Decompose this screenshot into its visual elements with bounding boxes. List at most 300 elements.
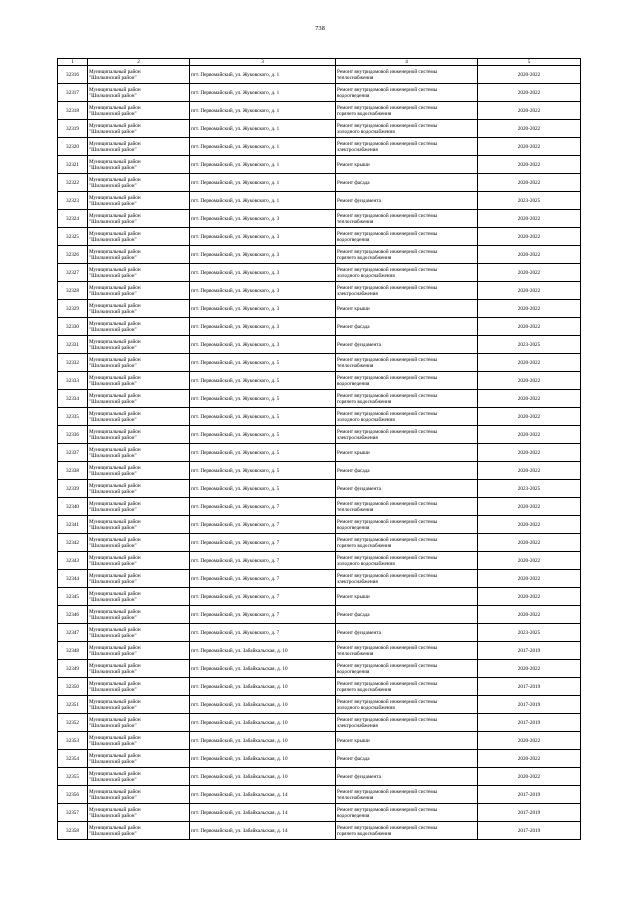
work-type-line-1: Ремонт внутридомовой инженерной системы [337,518,438,525]
municipality-cell [88,246,190,264]
work-type-line-2: горячего водоснабжения [337,542,392,549]
work-type-line-1: Ремонт внутридомовой инженерной системы [337,500,438,507]
work-type-line-1: Ремонт фасада [337,179,370,186]
municipality-line-1: Муниципальный район [89,140,141,147]
work-type-cell [336,228,478,246]
period-cell: 2020-2022 [478,210,581,228]
work-type-line-1: Ремонт внутридомовой инженерной системы [337,572,438,579]
period-cell: 2020-2022 [478,246,581,264]
period-cell: 2020-2022 [478,390,581,408]
work-type-line-2: водоотведения [337,668,370,675]
address-cell: пгт. Первомайский, ул. Жуковского, д. 3 [190,228,336,246]
work-type-cell [336,462,478,480]
work-type-line-1: Ремонт внутридомовой инженерной системы [337,644,438,651]
address-cell: пгт. Первомайский, ул. Жуковского, д. 5 [190,354,336,372]
work-type-line-2: электроснабжения [337,146,378,153]
row-number: 32352 [58,714,88,732]
work-type-line-2: электроснабжения [337,434,378,441]
municipality-cell [88,480,190,498]
municipality-line-1: Муниципальный район [89,230,141,237]
address-cell: пгт. Первомайский, ул. Жуковского, д. 1 [190,66,336,84]
municipality-line-1: Муниципальный район [89,752,141,759]
row-number: 32333 [58,372,88,390]
municipality-line-2: "Шилкинский район" [89,128,137,135]
municipality-line-1: Муниципальный район [89,68,141,75]
period-cell: 2020-2022 [478,426,581,444]
work-type-line-2: холодного водоснабжения [337,416,395,423]
municipality-line-2: "Шилкинский район" [89,308,137,315]
row-number: 32316 [58,66,88,84]
work-type-cell [336,642,478,660]
period-cell: 2020-2022 [478,444,581,462]
work-type-cell [336,300,478,318]
work-type-line-2: холодного водоснабжения [337,272,395,279]
period-cell: 2020-2022 [478,552,581,570]
period-cell: 2020-2022 [478,174,581,192]
address-cell: пгт. Первомайский, ул. Жуковского, д. 3 [190,318,336,336]
municipality-line-1: Муниципальный район [89,248,141,255]
table-row [58,534,581,552]
municipality-line-2: "Шилкинский район" [89,452,137,459]
table-row [58,174,581,192]
address-cell: пгт. Первомайский, ул. Забайкальская, д. 10 [190,660,336,678]
row-number: 32321 [58,156,88,174]
work-type-cell [336,390,478,408]
work-type-line-1: Ремонт внутридомовой инженерной системы [337,554,438,561]
work-type-cell [336,480,478,498]
period-cell: 2017-2019 [478,786,581,804]
municipality-cell [88,300,190,318]
address-cell: пгт. Первомайский, ул. Жуковского, д. 7 [190,624,336,642]
work-type-cell [336,714,478,732]
address-cell: пгт. Первомайский, ул. Жуковского, д. 1 [190,174,336,192]
municipality-line-2: "Шилкинский район" [89,830,137,837]
work-type-line-1: Ремонт внутридомовой инженерной системы [337,680,438,687]
municipality-line-2: "Шилкинский район" [89,542,137,549]
work-type-line-1: Ремонт внутридомовой инженерной системы [337,212,438,219]
address-cell: пгт. Первомайский, ул. Забайкальская, д. 10 [190,696,336,714]
address-cell: пгт. Первомайский, ул. Жуковского, д. 7 [190,498,336,516]
row-number: 32345 [58,588,88,606]
municipality-cell [88,138,190,156]
work-type-line-1: Ремонт внутридомовой инженерной системы [337,392,438,399]
municipality-line-2: "Шилкинский район" [89,578,137,585]
work-type-cell [336,696,478,714]
period-cell: 2017-2019 [478,642,581,660]
municipality-line-1: Муниципальный район [89,662,141,669]
row-number: 32351 [58,696,88,714]
municipality-line-2: "Шилкинский район" [89,416,137,423]
work-type-line-2: водоотведения [337,524,370,531]
table-row [58,336,581,354]
municipality-cell [88,174,190,192]
period-cell: 2020-2022 [478,732,581,750]
work-type-line-1: Ремонт фасада [337,467,370,474]
period-cell: 2020-2022 [478,462,581,480]
municipality-line-1: Муниципальный район [89,194,141,201]
row-number: 32339 [58,480,88,498]
municipality-cell [88,660,190,678]
municipality-line-2: "Шилкинский район" [89,686,137,693]
municipality-line-2: "Шилкинский район" [89,326,137,333]
municipality-cell [88,606,190,624]
work-type-cell [336,624,478,642]
table-row [58,498,581,516]
period-cell: 2020-2022 [478,300,581,318]
period-cell: 2017-2019 [478,696,581,714]
work-type-cell [336,822,478,840]
municipality-cell [88,588,190,606]
row-number: 32331 [58,336,88,354]
table-header-row [58,59,581,66]
period-cell: 2020-2022 [478,318,581,336]
row-number: 32341 [58,516,88,534]
row-number: 32335 [58,408,88,426]
table-row [58,750,581,768]
municipality-cell [88,318,190,336]
work-type-line-2: горячего водоснабжения [337,830,392,837]
work-type-cell [336,606,478,624]
row-number: 32318 [58,102,88,120]
row-number: 32325 [58,228,88,246]
row-number: 32347 [58,624,88,642]
work-type-cell [336,768,478,786]
municipality-line-2: "Шилкинский район" [89,488,137,495]
address-cell: пгт. Первомайский, ул. Жуковского, д. 3 [190,246,336,264]
table-row [58,390,581,408]
table-row [58,732,581,750]
municipality-cell [88,192,190,210]
municipality-cell [88,408,190,426]
work-type-cell [336,174,478,192]
row-number: 32356 [58,786,88,804]
municipality-cell [88,210,190,228]
municipality-line-1: Муниципальный район [89,518,141,525]
work-type-line-1: Ремонт внутридомовой инженерной системы [337,68,438,75]
work-type-line-1: Ремонт крыши [337,161,370,168]
period-cell: 2020-2022 [478,516,581,534]
municipality-line-2: "Шилкинский район" [89,560,137,567]
address-cell: пгт. Первомайский, ул. Жуковского, д. 7 [190,534,336,552]
table-row [58,156,581,174]
row-number: 32319 [58,120,88,138]
table-row [58,480,581,498]
municipality-line-1: Муниципальный район [89,374,141,381]
work-type-line-2: водоотведения [337,236,370,243]
municipality-cell [88,228,190,246]
municipality-line-1: Муниципальный район [89,158,141,165]
row-number: 32334 [58,390,88,408]
work-type-line-2: теплоснабжения [337,794,374,801]
table-row [58,66,581,84]
period-cell: 2020-2022 [478,102,581,120]
address-cell: пгт. Первомайский, ул. Забайкальская, д. 10 [190,714,336,732]
work-type-line-1: Ремонт фундамента [337,629,381,636]
municipality-line-1: Муниципальный район [89,788,141,795]
address-cell: пгт. Первомайский, ул. Жуковского, д. 3 [190,210,336,228]
municipality-line-2: "Шилкинский район" [89,74,137,81]
work-type-cell [336,246,478,264]
municipality-line-2: "Шилкинский район" [89,92,137,99]
work-type-line-1: Ремонт внутридомовой инженерной системы [337,536,438,543]
municipality-line-1: Муниципальный район [89,446,141,453]
work-type-line-1: Ремонт внутридомовой инженерной системы [337,248,438,255]
table-row [58,120,581,138]
work-type-cell [336,534,478,552]
municipality-line-2: "Шилкинский район" [89,164,137,171]
work-type-line-1: Ремонт фасада [337,323,370,330]
period-cell: 2020-2022 [478,570,581,588]
municipality-cell [88,84,190,102]
row-number: 32355 [58,768,88,786]
period-cell: 2023-2025 [478,624,581,642]
municipality-line-1: Муниципальный район [89,680,141,687]
municipality-cell [88,372,190,390]
work-type-cell [336,102,478,120]
address-cell: пгт. Первомайский, ул. Жуковского, д. 3 [190,264,336,282]
municipality-line-2: "Шилкинский район" [89,272,137,279]
period-cell: 2017-2019 [478,714,581,732]
municipality-cell [88,426,190,444]
municipality-line-1: Муниципальный район [89,212,141,219]
municipality-line-1: Муниципальный район [89,266,141,273]
municipality-line-1: Муниципальный район [89,104,141,111]
table-row [58,804,581,822]
table-row [58,282,581,300]
municipality-line-2: "Шилкинский район" [89,380,137,387]
municipality-line-2: "Шилкинский район" [89,434,137,441]
period-cell: 2020-2022 [478,750,581,768]
address-cell: пгт. Первомайский, ул. Жуковского, д. 5 [190,444,336,462]
municipality-cell [88,786,190,804]
period-cell: 2017-2019 [478,678,581,696]
work-type-cell [336,336,478,354]
municipality-line-2: "Шилкинский район" [89,812,137,819]
municipality-line-2: "Шилкинский район" [89,506,137,513]
municipality-line-2: "Шилкинский район" [89,596,137,603]
municipality-cell [88,156,190,174]
municipality-line-1: Муниципальный район [89,536,141,543]
work-type-line-1: Ремонт внутридомовой инженерной системы [337,698,438,705]
address-cell: пгт. Первомайский, ул. Жуковского, д. 5 [190,372,336,390]
address-cell: пгт. Первомайский, ул. Жуковского, д. 3 [190,336,336,354]
table-row [58,606,581,624]
municipality-line-1: Муниципальный район [89,608,141,615]
municipality-line-1: Муниципальный район [89,410,141,417]
work-type-line-1: Ремонт внутридомовой инженерной системы [337,140,438,147]
row-number: 32349 [58,660,88,678]
work-type-cell [336,354,478,372]
work-type-cell [336,210,478,228]
work-type-line-2: электроснабжения [337,722,378,729]
row-number: 32350 [58,678,88,696]
address-cell: пгт. Первомайский, ул. Забайкальская, д. 14 [190,786,336,804]
address-cell: пгт. Первомайский, ул. Жуковского, д. 1 [190,138,336,156]
work-type-line-1: Ремонт внутридомовой инженерной системы [337,428,438,435]
row-number: 32324 [58,210,88,228]
table-row [58,714,581,732]
address-cell: пгт. Первомайский, ул. Забайкальская, д. 10 [190,678,336,696]
municipality-line-2: "Шилкинский район" [89,524,137,531]
address-cell: пгт. Первомайский, ул. Жуковского, д. 1 [190,156,336,174]
municipality-line-2: "Шилкинский район" [89,632,137,639]
municipality-cell [88,102,190,120]
work-type-line-1: Ремонт фундамента [337,197,381,204]
address-cell: пгт. Первомайский, ул. Жуковского, д. 5 [190,426,336,444]
work-type-line-1: Ремонт внутридомовой инженерной системы [337,788,438,795]
row-number: 32337 [58,444,88,462]
work-type-cell [336,282,478,300]
work-type-cell [336,678,478,696]
work-type-line-2: горячего водоснабжения [337,398,392,405]
municipality-line-1: Муниципальный район [89,644,141,651]
address-cell: пгт. Первомайский, ул. Забайкальская, д. 10 [190,750,336,768]
address-cell: пгт. Первомайский, ул. Жуковского, д. 5 [190,480,336,498]
period-cell: 2020-2022 [478,84,581,102]
table-row [58,318,581,336]
municipality-cell [88,624,190,642]
address-cell: пгт. Первомайский, ул. Жуковского, д. 3 [190,300,336,318]
row-number: 32322 [58,174,88,192]
municipality-cell [88,516,190,534]
row-number: 32317 [58,84,88,102]
work-type-cell [336,516,478,534]
work-type-line-2: электроснабжения [337,578,378,585]
work-type-line-2: электроснабжения [337,290,378,297]
municipality-line-2: "Шилкинский район" [89,254,137,261]
municipality-line-1: Муниципальный район [89,338,141,345]
row-number: 32320 [58,138,88,156]
table-row [58,516,581,534]
period-cell: 2020-2022 [478,588,581,606]
work-type-line-1: Ремонт фундамента [337,773,381,780]
municipality-line-1: Муниципальный район [89,86,141,93]
municipality-cell [88,678,190,696]
row-number: 32343 [58,552,88,570]
work-type-line-1: Ремонт фундамента [337,485,381,492]
column-header-3: 3 [190,59,336,66]
municipality-cell [88,390,190,408]
municipality-line-2: "Шилкинский район" [89,362,137,369]
work-type-line-1: Ремонт внутридомовой инженерной системы [337,806,438,813]
work-type-line-2: водоотведения [337,92,370,99]
period-cell: 2020-2022 [478,156,581,174]
municipality-line-1: Муниципальный район [89,806,141,813]
work-type-line-1: Ремонт внутридомовой инженерной системы [337,284,438,291]
municipality-line-2: "Шилкинский район" [89,398,137,405]
table-row [58,138,581,156]
municipality-line-2: "Шилкинский район" [89,740,137,747]
table-body [58,66,581,840]
municipality-cell [88,768,190,786]
work-type-cell [336,570,478,588]
municipality-line-2: "Шилкинский район" [89,776,137,783]
municipality-cell [88,444,190,462]
table-row [58,84,581,102]
period-cell: 2023-2025 [478,192,581,210]
column-header-1: 1 [58,59,88,66]
work-type-line-2: водоотведения [337,380,370,387]
column-header-5: 5 [478,59,581,66]
work-type-line-1: Ремонт внутридомовой инженерной системы [337,374,438,381]
table-row [58,552,581,570]
work-type-line-1: Ремонт внутридомовой инженерной системы [337,266,438,273]
table-row [58,102,581,120]
work-type-line-2: горячего водоснабжения [337,254,392,261]
period-cell: 2020-2022 [478,660,581,678]
work-type-line-2: холодного водоснабжения [337,560,395,567]
municipality-line-1: Муниципальный район [89,482,141,489]
table-row [58,228,581,246]
table-row [58,426,581,444]
table-row [58,192,581,210]
municipality-cell [88,282,190,300]
registry-table [57,58,581,840]
address-cell: пгт. Первомайский, ул. Жуковского, д. 7 [190,516,336,534]
work-type-cell [336,408,478,426]
table-row [58,210,581,228]
address-cell: пгт. Первомайский, ул. Забайкальская, д. 10 [190,642,336,660]
work-type-line-1: Ремонт внутридомовой инженерной системы [337,230,438,237]
work-type-line-1: Ремонт крыши [337,449,370,456]
work-type-line-2: холодного водоснабжения [337,704,395,711]
municipality-cell [88,732,190,750]
municipality-cell [88,534,190,552]
row-number: 32327 [58,264,88,282]
work-type-line-1: Ремонт внутридомовой инженерной системы [337,824,438,831]
address-cell: пгт. Первомайский, ул. Жуковского, д. 1 [190,192,336,210]
period-cell: 2020-2022 [478,66,581,84]
table-row [58,588,581,606]
period-cell: 2020-2022 [478,408,581,426]
work-type-cell [336,552,478,570]
period-cell: 2020-2022 [478,282,581,300]
work-type-line-1: Ремонт внутридомовой инженерной системы [337,716,438,723]
address-cell: пгт. Первомайский, ул. Жуковского, д. 1 [190,84,336,102]
period-cell: 2020-2022 [478,138,581,156]
municipality-cell [88,696,190,714]
table-row [58,768,581,786]
municipality-line-2: "Шилкинский район" [89,794,137,801]
work-type-line-1: Ремонт фасада [337,611,370,618]
municipality-line-1: Муниципальный район [89,554,141,561]
municipality-line-1: Муниципальный район [89,302,141,309]
row-number: 32336 [58,426,88,444]
table-row [58,354,581,372]
work-type-cell [336,138,478,156]
work-type-line-2: горячего водоснабжения [337,110,392,117]
municipality-cell [88,66,190,84]
table-row [58,444,581,462]
row-number: 32353 [58,732,88,750]
table-row [58,264,581,282]
work-type-line-1: Ремонт внутридомовой инженерной системы [337,86,438,93]
municipality-cell [88,120,190,138]
municipality-line-2: "Шилкинский район" [89,650,137,657]
period-cell: 2023-2025 [478,336,581,354]
row-number: 32346 [58,606,88,624]
municipality-line-1: Муниципальный район [89,770,141,777]
row-number: 32330 [58,318,88,336]
row-number: 32340 [58,498,88,516]
table-row [58,372,581,390]
address-cell: пгт. Первомайский, ул. Жуковского, д. 1 [190,120,336,138]
municipality-line-2: "Шилкинский район" [89,668,137,675]
work-type-line-1: Ремонт крыши [337,593,370,600]
municipality-line-1: Муниципальный район [89,698,141,705]
municipality-cell [88,822,190,840]
work-type-line-2: водоотведения [337,812,370,819]
